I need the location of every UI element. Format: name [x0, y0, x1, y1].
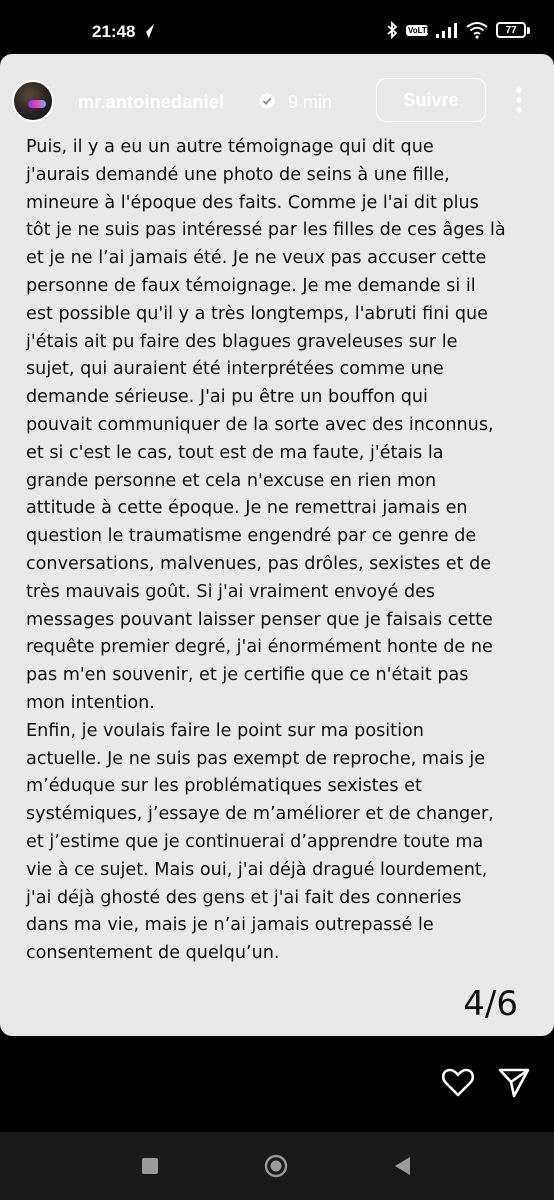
follow-button[interactable]: Suivre: [376, 78, 486, 122]
back-triangle-icon[interactable]: [394, 1156, 412, 1176]
more-options-icon[interactable]: [514, 86, 524, 114]
status-bar: [0, 0, 554, 56]
send-icon[interactable]: [496, 1064, 532, 1100]
avatar[interactable]: [12, 80, 54, 122]
battery-icon: [496, 22, 530, 38]
status-icons: [386, 20, 530, 40]
recents-square-icon[interactable]: [142, 1158, 158, 1174]
page-indicator: 4/6: [463, 984, 518, 1024]
status-time: 21:48: [92, 22, 136, 41]
verified-badge-icon: [258, 92, 276, 110]
home-circle-icon[interactable]: [264, 1154, 288, 1178]
wifi-icon: [466, 21, 488, 39]
story-text: Puis, il y a eu un autre témoignage qui dit que j'aurais demandé une photo de seins à une fille, mineure à l'époque des faits. Comme je l'ai dit plus tôt je ne suis pas intéressé par les filles de ces âges là et je ne l’ai jamais été. Je ne veux pas accuser cette personne de faux témoignage. Je me demande si il est possible qu'il y a très longtemps, l'abruti fini que j'étais ait pu faire des blagues graveleuses sur le sujet, qui auraient été interprétées comme une demande sérieuse. J'ai pu être un bouffon qui pouvait communiquer de la sorte avec des inconnus, et si c'est le cas, tout est de ma faute, j'étais la grande personne et cela n'excuse en rien mon attitude à cette époque. Je ne remettrai jamais en question le traumatisme engendré par ce genre de conversations, malvenues, pas drôles, sexistes et de très mauvais goût. Si j'ai vraiment envoyé des messages pouvant laisser penser que je faisais cette requête premier degré, j'ai énormément honte de ne pas m'en souvenir, et je certifie que ce n'était pas mon intention. Enfin, je voulais faire le point sur ma position actuelle. Je ne suis pas exempt de reproche, mais je m’éduque sur les problématiques sexistes et systémiques, j’essaye de m’améliorer et de changer, et j’estime que je continuerai d’apprendre toute ma vie à ce sujet. Mais oui, j'ai déjà dragué lourdement, j'ai déjà ghosté des gens et j'ai fait des conneries dans ma vie, mais je n’ai jamais outrepassé le consentement de quelqu’un.: [26, 137, 506, 964]
story-card[interactable]: [0, 54, 554, 1036]
paper-plane-icon: [138, 22, 156, 40]
bluetooth-icon: [386, 21, 398, 39]
volte-badge: VoLTE: [408, 25, 433, 35]
signal-icon: [436, 22, 458, 38]
system-nav-bar: [0, 1132, 554, 1200]
username[interactable]: mr.antoinedaniel: [78, 92, 225, 112]
heart-icon[interactable]: [440, 1064, 476, 1100]
story-time: 9 min: [288, 92, 333, 112]
battery-level: 77: [496, 22, 526, 38]
